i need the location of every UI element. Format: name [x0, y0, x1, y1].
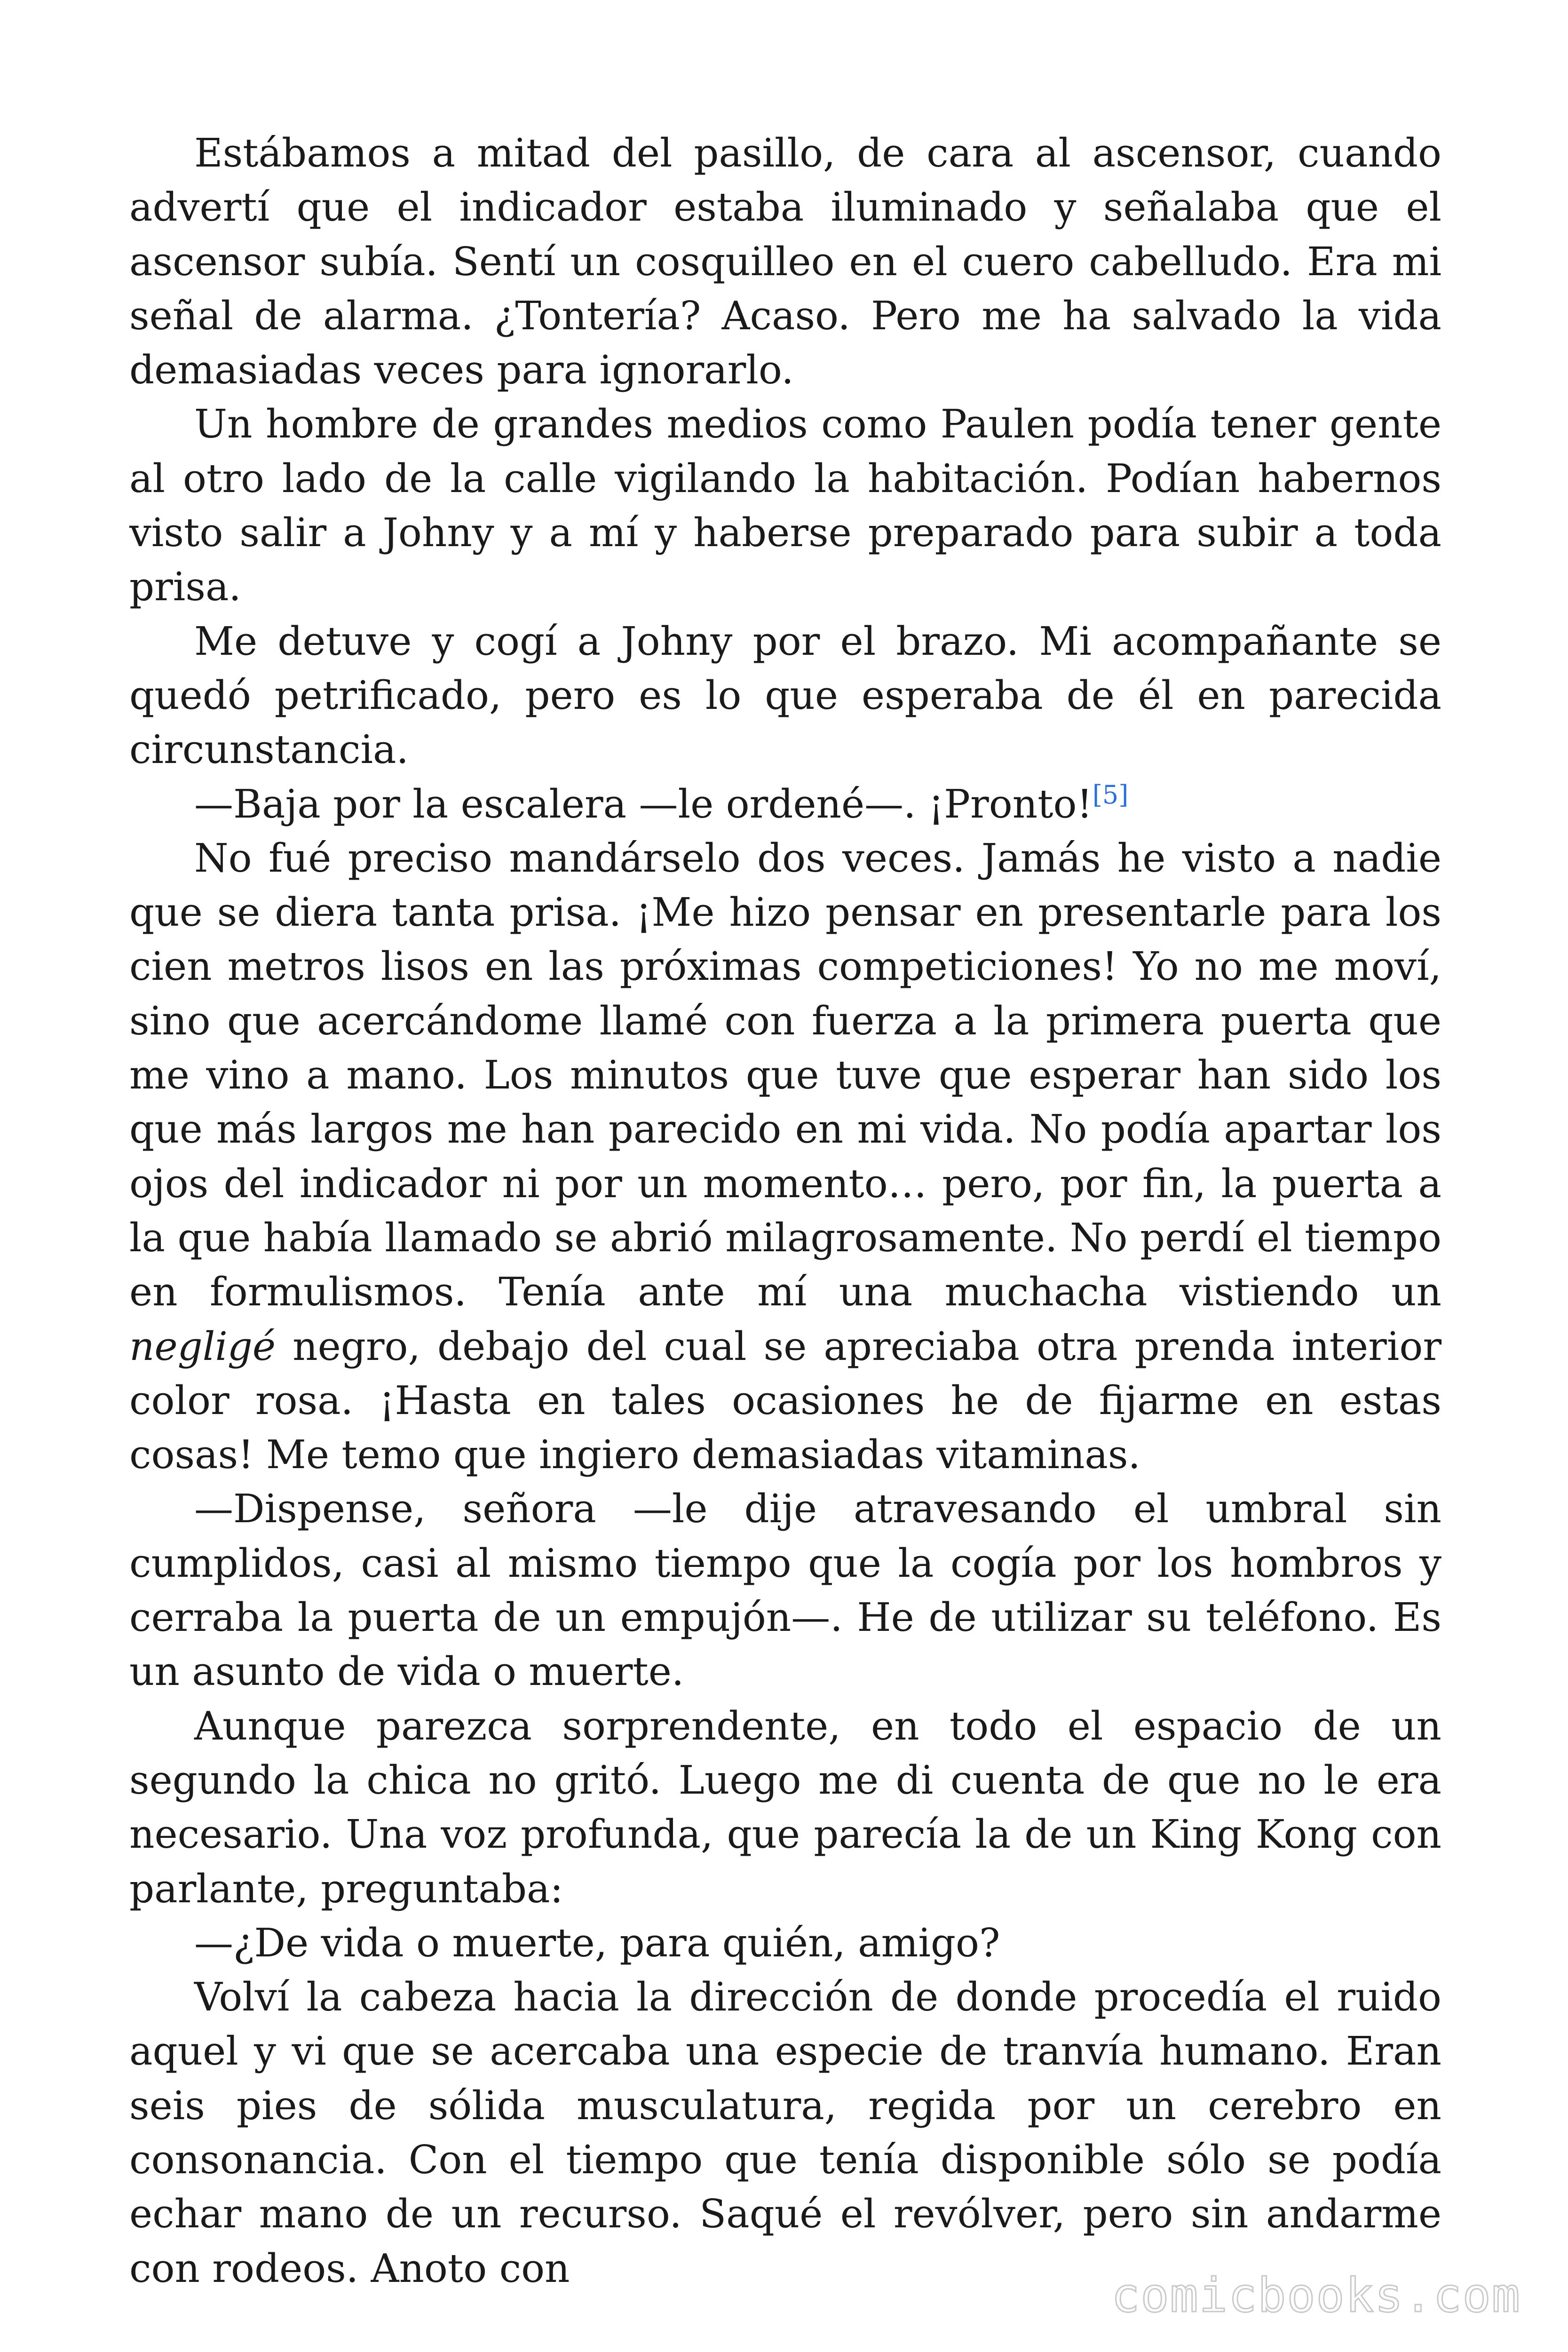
paragraph	[129, 831, 1441, 1482]
paragraph-text-after: negro, debajo del cual se apreciaba otra prenda interior color rosa. ¡Hasta en tales ocasiones he de fijarme en estas cosas! Me temo que ingiero demasiadas vitaminas.	[129, 1323, 1441, 1478]
watermark-logo: comicbooks.com	[1111, 2268, 1521, 2323]
paragraph: Estábamos a mitad del pasillo, de cara al ascensor, cuando advertí que el indicador estaba iluminado y señalaba que el ascensor subía. Sentí un cosquilleo en el cuero cabelludo. Era mi señal de alarma. ¿Tontería? Acaso. Pero me ha salvado la vida demasiadas veces para ignorarlo.	[129, 130, 1441, 393]
paragraph: Me detuve y cogí a Johny por el brazo. Mi acompañante se quedó petrificado, pero es lo que esperaba de él en parecida circunstancia.	[129, 618, 1441, 773]
paragraph: Aunque parezca sorprendente, en todo el espacio de un segundo la chica no gritó. Luego me di cuenta de que no le era necesario. Una voz profunda, que parecía la de un King Kong con parlante, preguntaba:	[129, 1703, 1441, 1912]
paragraph: —¿De vida o muerte, para quién, amigo?	[194, 1920, 1000, 1966]
dialogue-text: —Baja por la escalera —le ordené—. ¡Pronto!	[194, 781, 1093, 827]
page-body	[129, 126, 1441, 2296]
paragraph: —Dispense, señora —le dije atravesando el umbral sin cumplidos, casi al mismo tiempo que la cogía por los hombros y cerraba la puerta de un empujón—. He de utilizar su teléfono. Es un asunto de vida o muerte.	[129, 1486, 1441, 1695]
footnote-link[interactable]: [5]	[1092, 779, 1129, 810]
paragraph	[129, 777, 1441, 831]
paragraph-text-before: No fué preciso mandárselo dos veces. Jamás he visto a nadie que se diera tanta prisa. ¡Me hizo pensar en presentarle para los cien metros lisos en las próximas competiciones! Yo no me moví, sino que acercándome llamé con fuerza a la primera puerta que me vino a mano. Los minutos que tuve que esperar han sido los que más largos me han parecido en mi vida. No podía apartar los ojos del indicador ni por un momento… pero, por fin, la puerta a la que había llamado se abrió milagrosamente. No perdí el tiempo en formulismos. Tenía ante mí una muchacha vistiendo un	[129, 835, 1441, 1315]
italic-word: negligé	[129, 1323, 276, 1369]
paragraph: Un hombre de grandes medios como Paulen podía tener gente al otro lado de la calle vigilando la habitación. Podían habernos visto salir a Johny y a mí y haberse preparado para subir a toda prisa.	[129, 401, 1441, 610]
paragraph: Volví la cabeza hacia la dirección de donde procedía el ruido aquel y vi que se acercaba una especie de tranvía humano. Eran seis pies de sólida musculatura, regida por un cerebro en consonancia. Con el tiempo que tenía disponible sólo se podía echar mano de un recurso. Saqué el revólver, pero sin andarme con rodeos. Anoto con	[129, 1974, 1441, 2291]
